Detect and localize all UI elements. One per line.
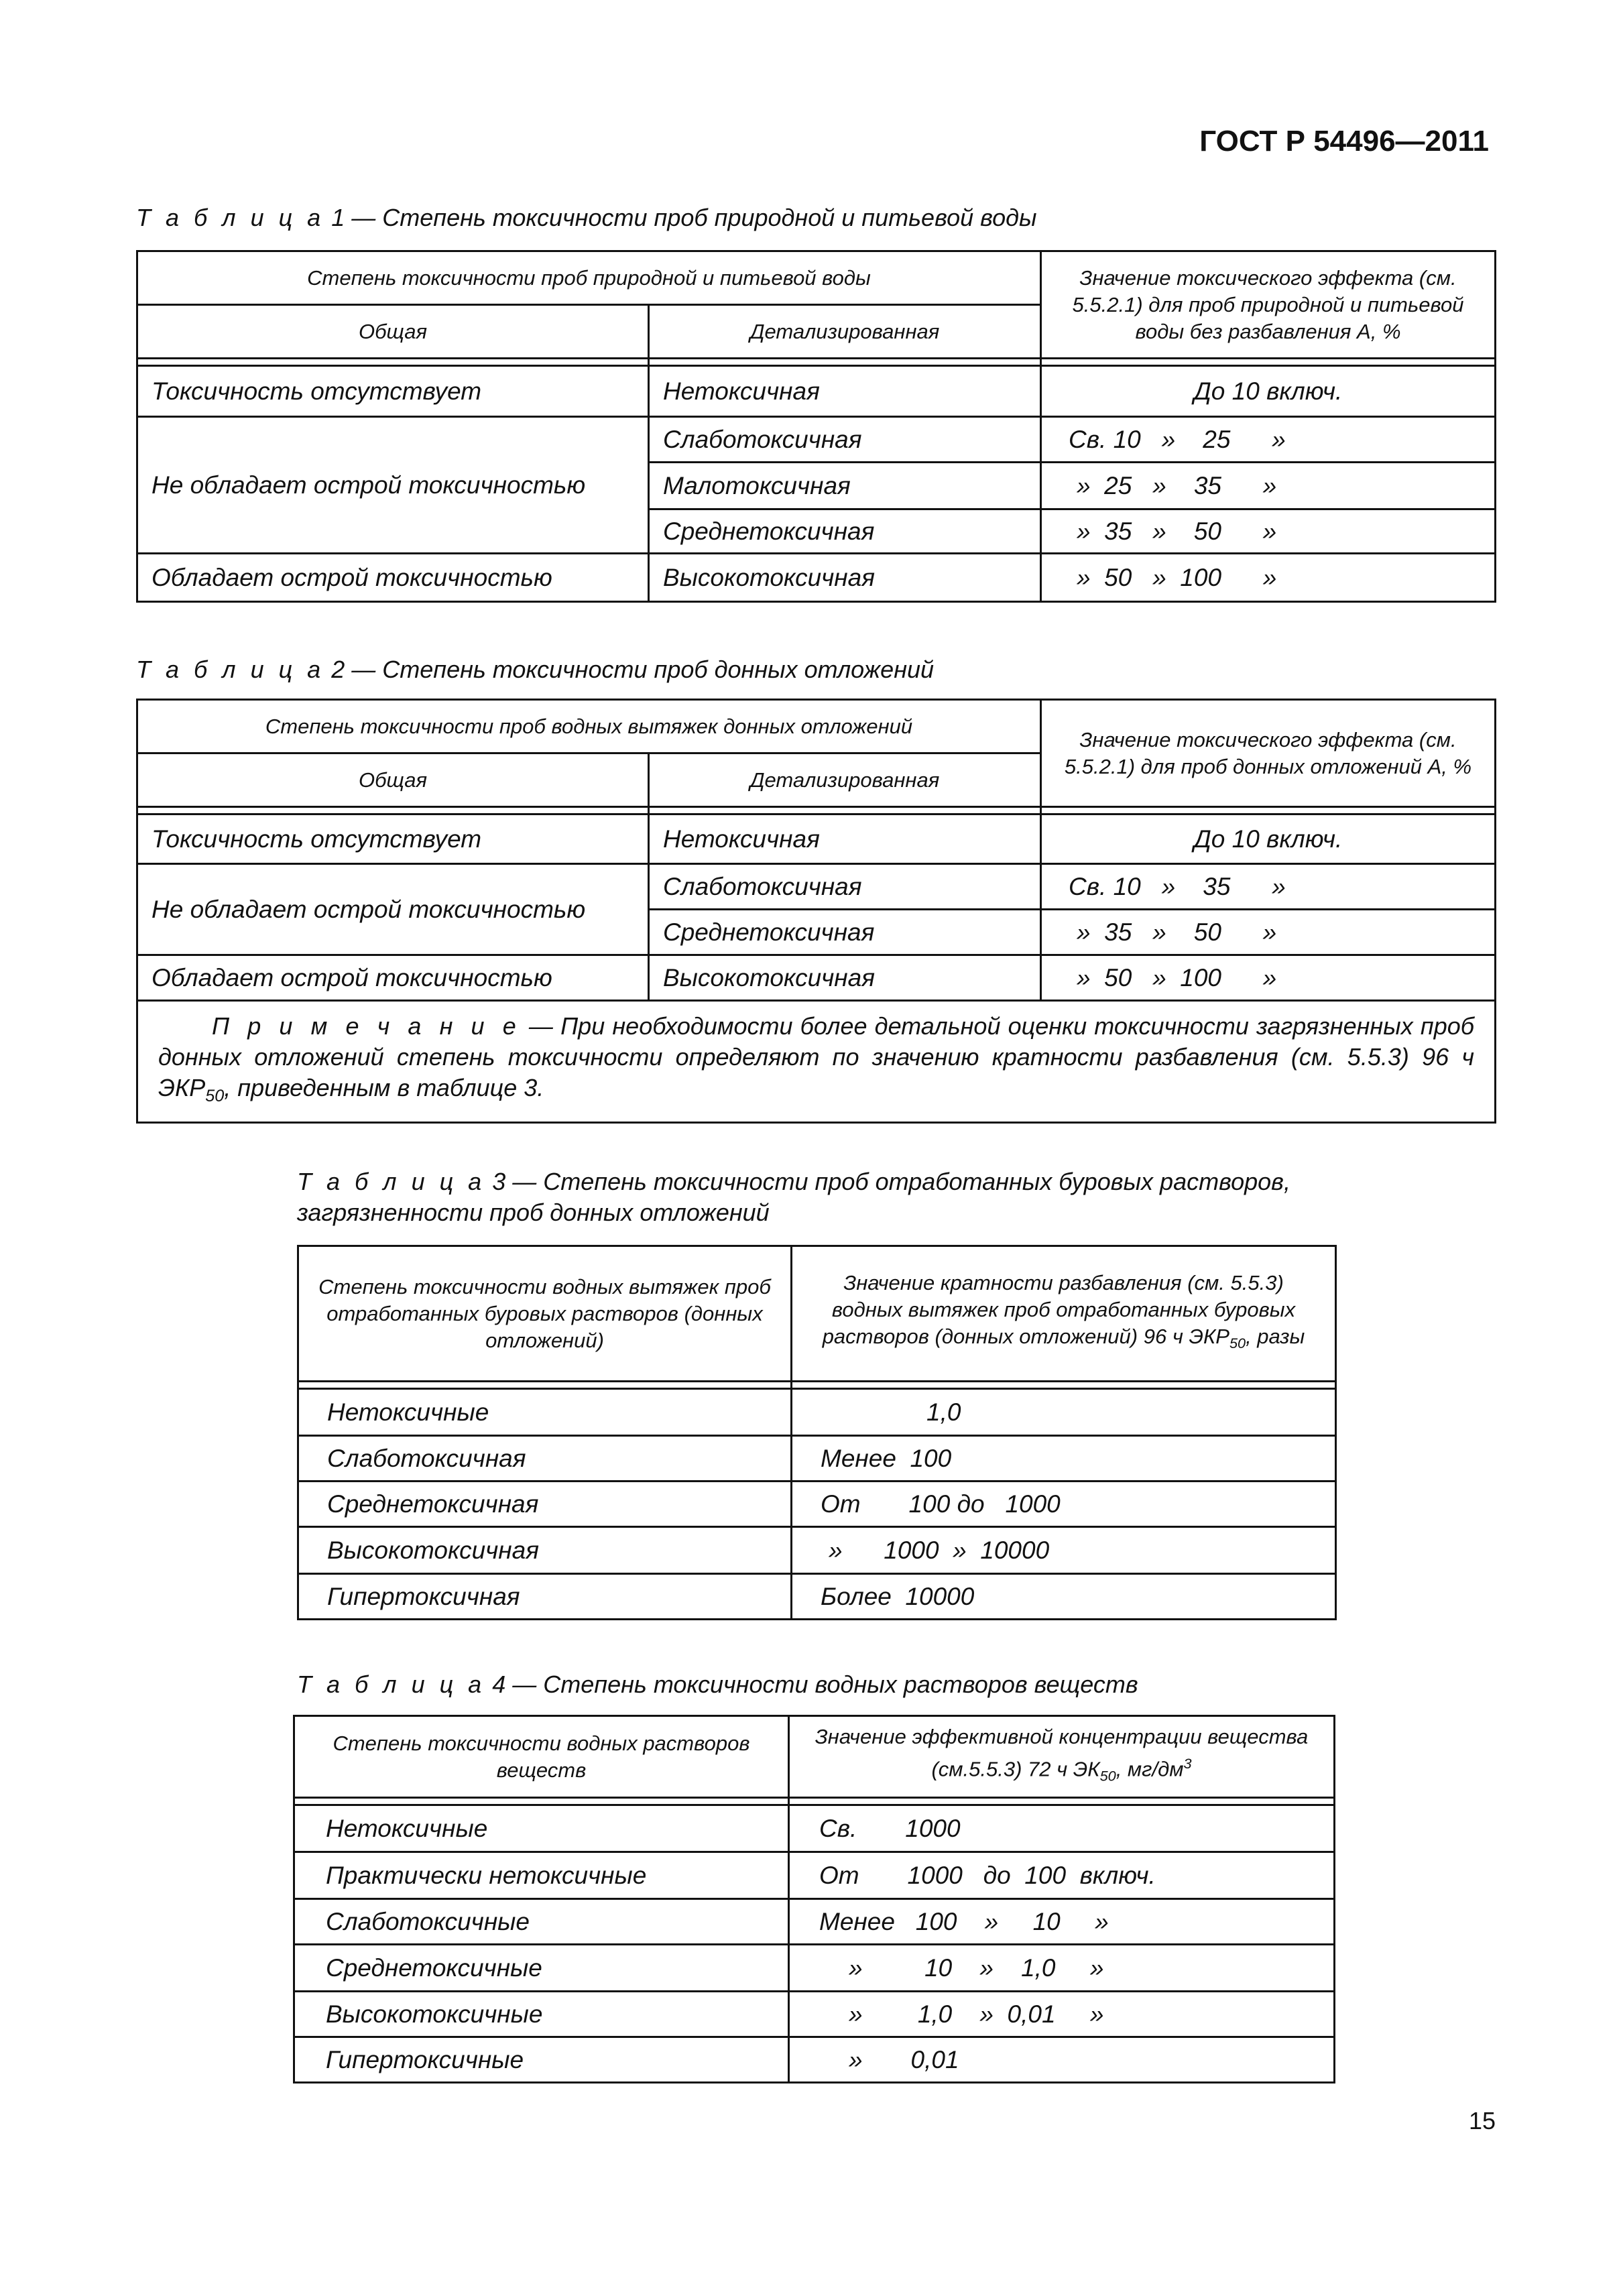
table-cell: Практически нетоксичные xyxy=(294,1852,789,1899)
table3-title: 3 — Степень токсичности проб отработанных буровых растворов, загрязненности проб донных отложений xyxy=(297,1168,1290,1226)
header-superscript: 3 xyxy=(1183,1755,1192,1772)
header-subscript: 50 xyxy=(1229,1335,1246,1352)
table4-degree-header: Степень токсичности водных растворов веществ xyxy=(294,1716,789,1798)
header-text-end: , разы xyxy=(1246,1325,1305,1349)
document-number: ГОСТ Р 54496—2011 xyxy=(1199,125,1489,158)
table4 xyxy=(293,1715,1335,2083)
table-cell: » 1,0 » 0,01 » xyxy=(789,1992,1335,2037)
table-cell: Слаботоксичная xyxy=(649,864,1041,910)
table2-value-header: Значение токсического эффекта (см. 5.5.2.1) для проб донных отложений А, % xyxy=(1041,700,1496,807)
table-cell: Слаботоксичная xyxy=(298,1436,792,1482)
table4-caption xyxy=(297,1669,1138,1700)
table-cell: Токсичность отсутствует xyxy=(137,814,649,864)
table1-detailed-header: Детализированная xyxy=(649,305,1041,359)
table-cell: Высокотоксичная xyxy=(649,554,1041,602)
table-cell: » 50 » 100 » xyxy=(1041,554,1496,602)
table-cell: Малотоксичная xyxy=(649,463,1041,509)
table-cell: » 50 » 100 » xyxy=(1041,955,1496,1001)
table-cell: Токсичность отсутствует xyxy=(137,366,649,417)
table-cell: » 25 » 35 » xyxy=(1041,463,1496,509)
table2-caption xyxy=(136,654,934,685)
table1-group-header: Степень токсичности проб природной и питьевой воды xyxy=(137,251,1041,305)
table-cell: Св. 1000 xyxy=(789,1805,1335,1852)
table-cell: Среднетоксичная xyxy=(649,910,1041,955)
table-cell: Менее 100 » 10 » xyxy=(789,1899,1335,1945)
table-cell: От 100 до 1000 xyxy=(792,1482,1336,1527)
table-cell: Нетоксичные xyxy=(294,1805,789,1852)
note-subscript: 50 xyxy=(205,1087,225,1106)
table-cell: Обладает острой токсичностью xyxy=(137,554,649,602)
table2-label: Т а б л и ц а xyxy=(136,656,325,683)
table-cell: » 0,01 xyxy=(789,2037,1335,2083)
header-text: Значение эффективной концентрации вещества (см.5.5.3) 72 ч ЭК xyxy=(815,1725,1309,1781)
table3-degree-header: Степень токсичности водных вытяжек проб отработанных буровых растворов (донных отложений) xyxy=(298,1246,792,1382)
table-cell: Слаботоксичная xyxy=(649,417,1041,463)
note-text-end: , приведенным в таблице 3. xyxy=(224,1074,544,1102)
table-cell: Слаботоксичные xyxy=(294,1899,789,1945)
table4-title: 4 — Степень токсичности водных растворов веществ xyxy=(492,1671,1138,1698)
table-cell: Обладает острой токсичностью xyxy=(137,955,649,1001)
table2-detailed-header: Детализированная xyxy=(649,753,1041,807)
table2-group-header: Степень токсичности проб водных вытяжек донных отложений xyxy=(137,700,1041,753)
table-cell: Гипертоксичные xyxy=(294,2037,789,2083)
table4-value-header xyxy=(789,1716,1335,1798)
table-cell: Высокотоксичная xyxy=(649,955,1041,1001)
table3-value-header xyxy=(792,1246,1336,1382)
table-cell: » 1000 » 10000 xyxy=(792,1527,1336,1574)
table-cell: Среднетоксичные xyxy=(294,1945,789,1992)
table3 xyxy=(297,1245,1337,1620)
table-cell: Высокотоксичная xyxy=(298,1527,792,1574)
table-cell: Высокотоксичные xyxy=(294,1992,789,2037)
table-cell: Менее 100 xyxy=(792,1436,1336,1482)
page-number: 15 xyxy=(1468,2107,1496,2134)
table4-label: Т а б л и ц а xyxy=(297,1671,486,1698)
note-text: — При необходимости более детальной оценки токсичности загрязненных проб донных отложений степень токсичности определяют по значению кратности разбавления (см. 5.5.3) 96 ч ЭКР xyxy=(158,1012,1474,1102)
table2-title: 2 — Степень токсичности проб донных отложений xyxy=(331,656,935,683)
table3-caption xyxy=(297,1166,1336,1228)
table-cell: » 35 » 50 » xyxy=(1041,509,1496,554)
note-label: П р и м е ч а н и е xyxy=(212,1012,522,1040)
table-cell: 1,0 xyxy=(792,1389,1336,1436)
header-text: Значение кратности разбавления (см. 5.5.3) водных вытяжек проб отработанных буровых растворов (донных отложений) 96 ч ЭКР xyxy=(822,1271,1296,1349)
table3-label: Т а б л и ц а xyxy=(297,1168,486,1195)
table-cell: До 10 включ. xyxy=(1041,814,1496,864)
table-cell: » 35 » 50 » xyxy=(1041,910,1496,955)
table-cell: Более 10000 xyxy=(792,1574,1336,1620)
table-cell: Нетоксичная xyxy=(649,814,1041,864)
table-cell: Св. 10 » 35 » xyxy=(1041,864,1496,910)
table1-general-header: Общая xyxy=(137,305,649,359)
table1-title: 1 — Степень токсичности проб природной и питьевой воды xyxy=(331,204,1037,231)
table-cell: До 10 включ. xyxy=(1041,366,1496,417)
header-text-end: , мг/дм xyxy=(1116,1757,1184,1781)
table-cell: » 10 » 1,0 » xyxy=(789,1945,1335,1992)
table1 xyxy=(136,250,1496,603)
table1-label: Т а б л и ц а xyxy=(136,204,325,231)
table-cell: Не обладает острой токсичностью xyxy=(137,864,649,955)
table2 xyxy=(136,699,1496,1124)
table-cell: Нетоксичная xyxy=(649,366,1041,417)
table2-note xyxy=(137,1001,1496,1123)
table1-value-header: Значение токсического эффекта (см. 5.5.2.1) для проб природной и питьевой воды без разбавления А, % xyxy=(1041,251,1496,359)
table-cell: Среднетоксичная xyxy=(298,1482,792,1527)
header-subscript: 50 xyxy=(1099,1767,1116,1785)
table-cell: Не обладает острой токсичностью xyxy=(137,417,649,554)
table-cell: От 1000 до 100 включ. xyxy=(789,1852,1335,1899)
table-cell: Нетоксичные xyxy=(298,1389,792,1436)
table-cell: Св. 10 » 25 » xyxy=(1041,417,1496,463)
table1-caption xyxy=(136,202,1037,233)
table-cell: Гипертоксичная xyxy=(298,1574,792,1620)
table2-general-header: Общая xyxy=(137,753,649,807)
table-cell: Среднетоксичная xyxy=(649,509,1041,554)
